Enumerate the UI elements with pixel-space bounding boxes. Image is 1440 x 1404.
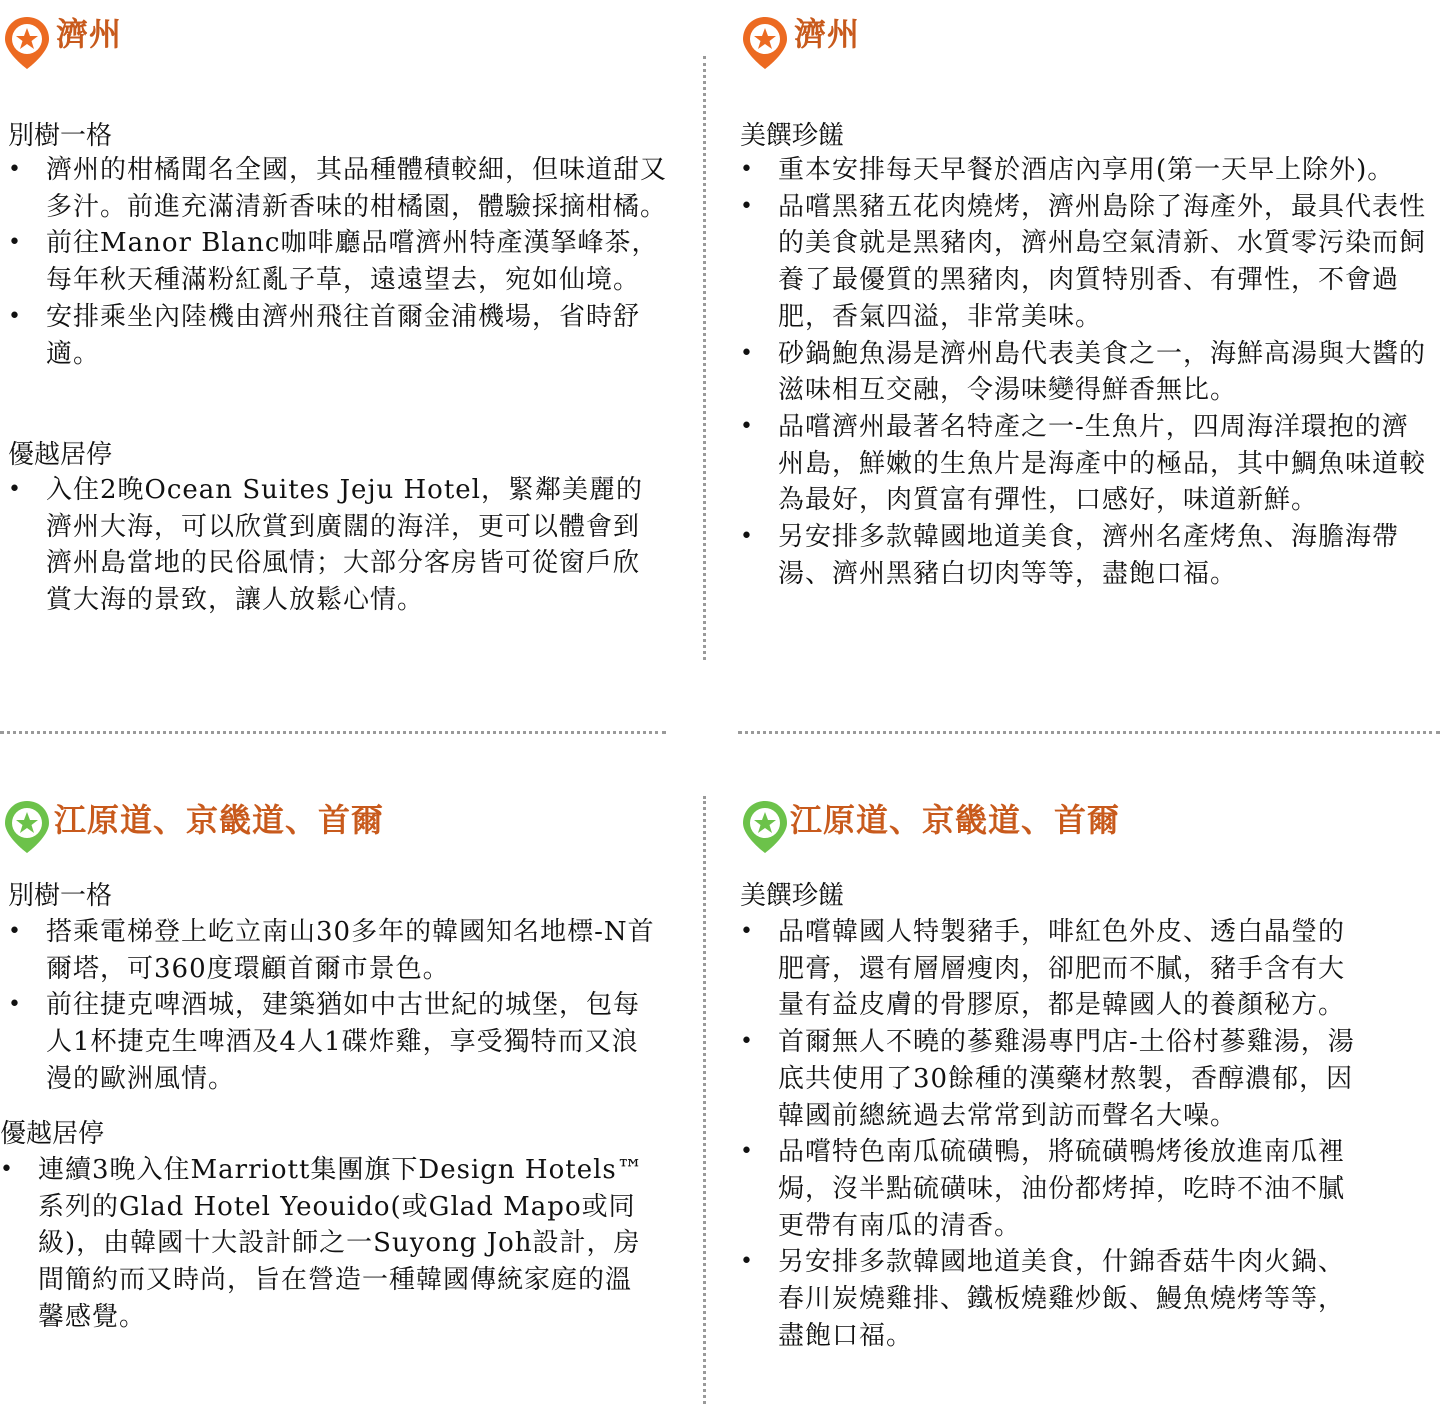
bullet-dot: • [740,919,754,944]
list-item [740,1244,1368,1354]
list-item-text: 連續3晚入住Marriott集團旗下Design Hotels™系列的Glad Hotel Yeouido(或Glad Mapo或同級)，由韓國十大設計師之一Suyong Joh設計，房間簡約而又時尚，旨在營造一種韓國傳統家庭的溫馨感覺。 [38,1155,644,1332]
vertical-divider-bottom [703,796,706,1404]
list-item [740,519,1426,592]
bullet-dot: • [740,524,754,550]
list-item [0,1152,650,1336]
list-item-text: 首爾無人不曉的蔘雞湯專門店-土俗村蔘雞湯，湯底共使用了30餘種的漢藥材熬製，香醇濃郁，因韓國前總統過去常常到訪而聲名大噪。 [778,1027,1355,1131]
card-seoul-experience [0,782,700,1404]
section-heading: 美饌珍饈 [740,881,845,911]
list-item [740,914,1368,1024]
bullet-dot: • [8,477,22,502]
bullet-dot: • [740,1249,754,1275]
list-item-text: 品嚐黑豬五花肉燒烤，濟州島除了海產外，最具代表性的美食就是黑豬肉，濟州島空氣清新、水質零污染而飼養了最優質的黑豬肉，肉質特別香、有彈性，不會過肥，香氣四溢，非常美味。 [778,191,1427,332]
bullet-dot: • [740,157,754,182]
list-item [8,152,674,225]
bullet-dot: • [740,1139,754,1165]
bullet-dot: • [740,340,754,366]
map-pin-star-icon [3,799,51,869]
map-pin-star-icon [3,15,51,85]
horizontal-divider-left [0,731,666,734]
list-item [740,189,1426,336]
bullet-dot: • [0,1157,14,1182]
card-seoul-food [738,782,1440,1404]
bullet-list [740,914,1368,1354]
list-item-text: 重本安排每天早餐於酒店內享用(第一天早上除外)。 [778,155,1395,185]
bullet-list [0,1152,650,1336]
bullet-dot: • [740,1029,754,1055]
map-pin-star-icon [741,799,789,869]
bullet-list [8,152,674,372]
list-item-text: 品嚐韓國人特製豬手，啡紅色外皮、透白晶瑩的肥膏，還有層層瘦肉，卻肥而不膩，豬手含有大量有益皮膚的骨膠原，都是韓國人的養顏秘方。 [778,917,1346,1021]
list-item-text: 另安排多款韓國地道美食，什錦香菇牛肉火鍋、春川炭燒雞排、鐵板燒雞炒飯、鰻魚燒烤等等，盡飽口福。 [778,1247,1346,1351]
list-item [740,1024,1368,1134]
card-jeju-food [738,0,1440,700]
list-item [8,472,658,619]
list-item [8,914,658,987]
section-heading: 優越居停 [8,440,113,470]
list-item-text: 砂鍋鮑魚湯是濟州島代表美食之一，海鮮高湯與大醬的滋味相互交融，令湯味變得鮮香無比。 [778,338,1427,406]
horizontal-divider-right [738,731,1440,734]
section-heading: 美饌珍饈 [740,121,845,151]
card-title: 濟州 [794,15,861,53]
bullet-dot: • [740,413,754,439]
bullet-dot: • [8,919,22,944]
section-heading: 別樹一格 [8,121,113,151]
list-item [740,1134,1368,1244]
bullet-dot: • [8,157,22,182]
card-title: 江原道、京畿道、首爾 [790,801,1121,839]
section-heading: 優越居停 [0,1119,105,1149]
card-jeju-experience [0,0,700,700]
list-item-text: 前往捷克啤酒城，建築猶如中古世紀的城堡，包每人1杯捷克生啤酒及4人1碟炸雞，享受獨特而又浪漫的歐洲風情。 [46,990,641,1094]
list-item-text: 入住2晚Ocean Suites Jeju Hotel，緊鄰美麗的濟州大海，可以欣賞到廣闊的海洋，更可以體會到濟州島當地的民俗風情；大部分客房皆可從窗戶欣賞大海的景致，讓人放鬆心情。 [46,475,643,616]
card-title: 濟州 [56,15,123,53]
list-item-text: 品嚐特色南瓜硫磺鴨，將硫磺鴨烤後放進南瓜裡焗，沒半點硫磺味，油份都烤掉，吃時不油不膩更帶有南瓜的清香。 [778,1137,1346,1241]
list-item-text: 搭乘電梯登上屹立南山30多年的韓國知名地標-N首爾塔，可360度環顧首爾市景色。 [46,917,655,984]
list-item-text: 前往Manor Blanc咖啡廳品嚐濟州特產漢拏峰茶，每年秋天種滿粉紅亂子草，遠遠望去，宛如仙境。 [46,228,659,296]
card-title: 江原道、京畿道、首爾 [54,801,385,839]
vertical-divider-top [703,56,706,660]
bullet-dot: • [740,193,754,219]
list-item-text: 濟州的柑橘聞名全國，其品種體積較細，但味道甜又多汁。前進充滿清新香味的柑橘園，體驗採摘柑橘。 [46,155,668,222]
list-item [740,409,1426,519]
list-item [740,336,1426,409]
bullet-list [8,914,658,1098]
list-item-text: 品嚐濟州最著名特產之一-生魚片，四周海洋環抱的濟州島，鮮嫩的生魚片是海產中的極品，其中鯛魚味道較為最好，肉質富有彈性，口感好，味道新鮮。 [778,411,1427,516]
list-item [740,152,1426,189]
bullet-list [8,472,658,619]
list-item-text: 安排乘坐內陸機由濟州飛往首爾金浦機場，省時舒適。 [46,301,641,369]
bullet-dot: • [8,230,22,256]
bullet-dot: • [8,992,22,1018]
section-heading: 別樹一格 [8,881,113,911]
map-pin-star-icon [741,15,789,85]
list-item-text: 另安排多款韓國地道美食，濟州名產烤魚、海膽海帶湯、濟州黑豬白切肉等等，盡飽口福。 [778,522,1400,589]
list-item [8,987,658,1097]
list-item [8,299,674,372]
list-item [8,225,674,298]
bullet-dot: • [8,303,22,329]
bullet-list [740,152,1426,592]
